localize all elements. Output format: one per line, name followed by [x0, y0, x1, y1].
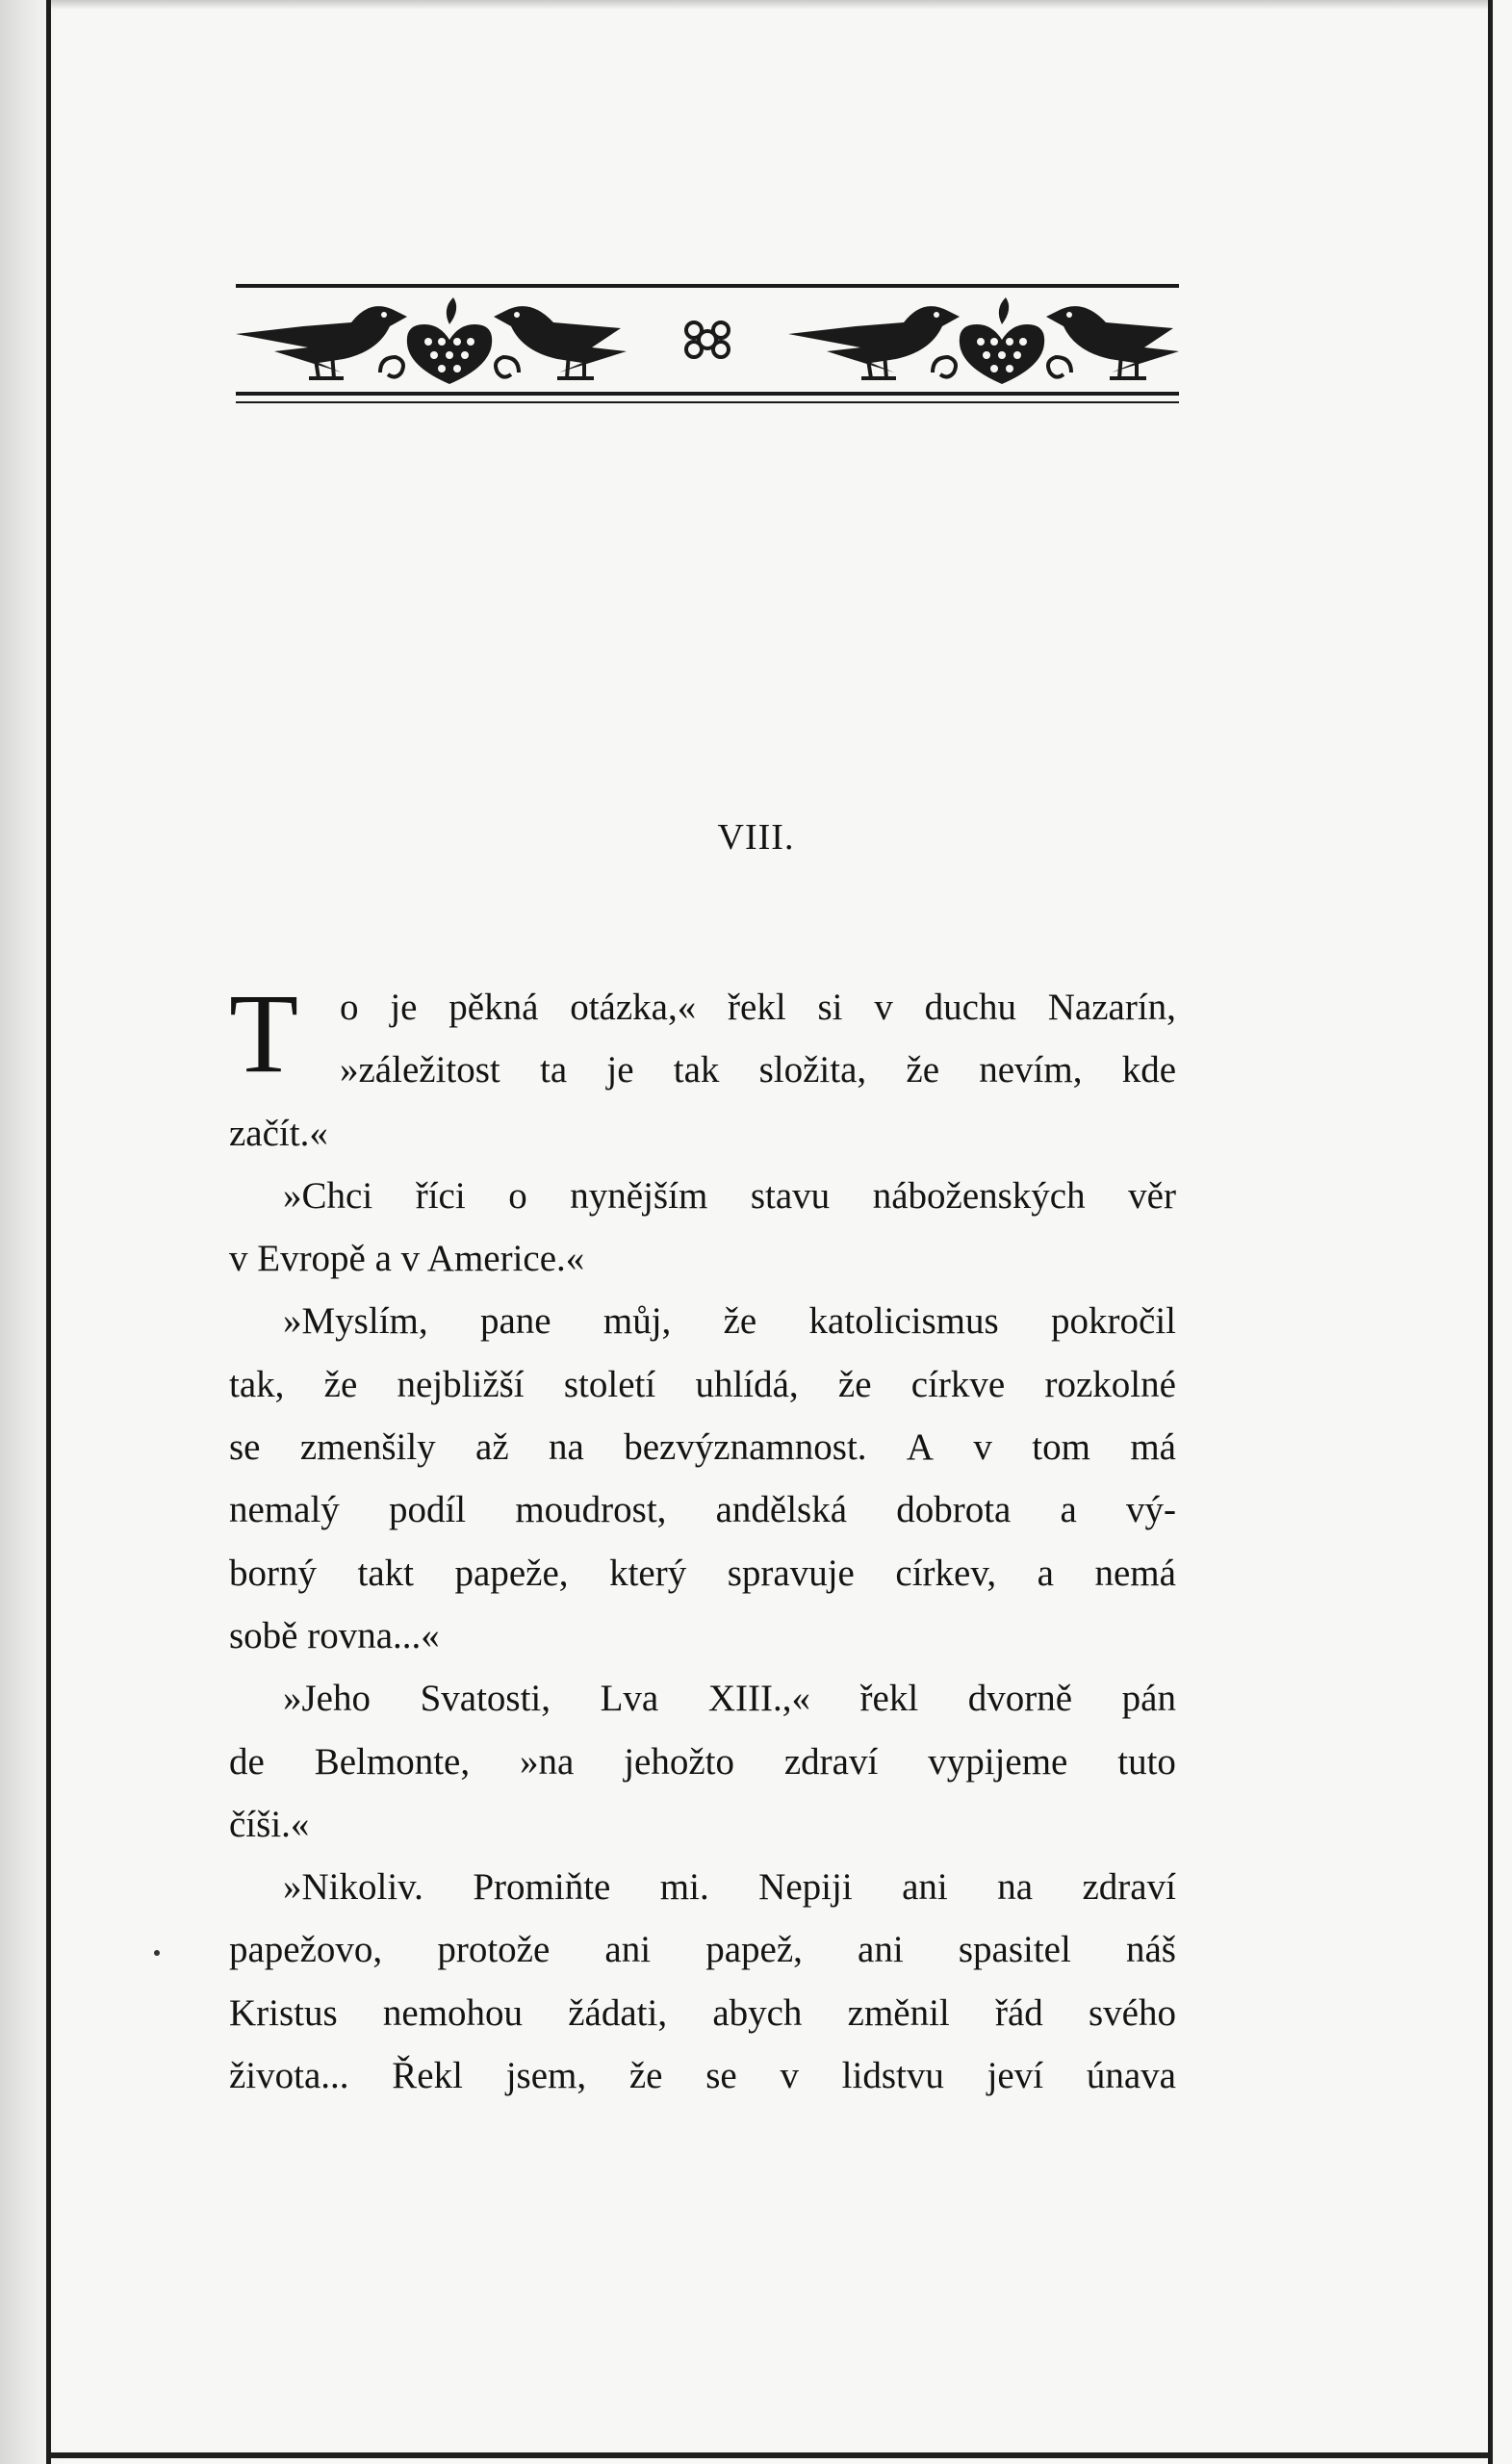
scan-right-border: [1488, 0, 1493, 2464]
text-line: nemalý podíl moudrost, andělská dobrota a vý-: [229, 1489, 1176, 1531]
text-line: v Evropě a v Americe.«: [229, 1238, 585, 1280]
headpiece-ornament: [236, 284, 1179, 409]
bird-heart-motif-right: [788, 297, 1179, 384]
chapter-heading: VIII.: [717, 817, 795, 858]
text-line: Kristus nemohou žádati, abych změnil řád svého: [229, 1991, 1176, 2034]
text-line: »Nikoliv. Promiňte mi. Nepiji ani na zdraví: [283, 1866, 1176, 1909]
text-line: »Jeho Svatosti, Lva XIII.,« řekl dvorně pán: [283, 1678, 1176, 1720]
text-line: »Chci říci o nynějším stavu náboženských věr: [283, 1174, 1176, 1217]
scan-top-edge: [46, 0, 1493, 10]
text-line: »Myslím, pane můj, že katolicismus pokročil: [283, 1300, 1176, 1343]
text-line: borný takt papeže, který spravuje církev, a nemá: [229, 1552, 1176, 1594]
scan-left-border: [46, 0, 51, 2464]
text-line: začít.«: [229, 1112, 328, 1154]
text-line: života... Řekl jsem, že se v lidstvu jeví únava: [229, 2055, 1176, 2097]
text-line: de Belmonte, »na jehožto zdraví vypijeme tuto: [229, 1740, 1176, 1783]
text-line: číši.«: [229, 1803, 310, 1845]
bird-heart-motif-left: [236, 297, 627, 384]
scan-bottom-border: [46, 2452, 1493, 2458]
text-line: se zmenšily až na bezvýznamnost. A v tom má: [229, 1426, 1176, 1469]
drop-cap: T: [229, 970, 299, 1096]
text-line: o je pěkná otázka,« řekl si v duchu Nazarín,: [340, 987, 1176, 1028]
text-line: papežovo, protože ani papež, ani spasitel náš: [229, 1929, 1176, 1971]
flower-rosette-icon: [686, 322, 729, 357]
text-line: »záležitost ta je tak složita, že nevím, kde: [340, 1049, 1176, 1091]
body-text: [229, 970, 1176, 2107]
text-line: sobě rovna...«: [229, 1614, 440, 1656]
stray-ink-dot: [154, 1950, 160, 1956]
text-line: tak, že nejbližší století uhlídá, že církve rozkolné: [229, 1363, 1176, 1405]
